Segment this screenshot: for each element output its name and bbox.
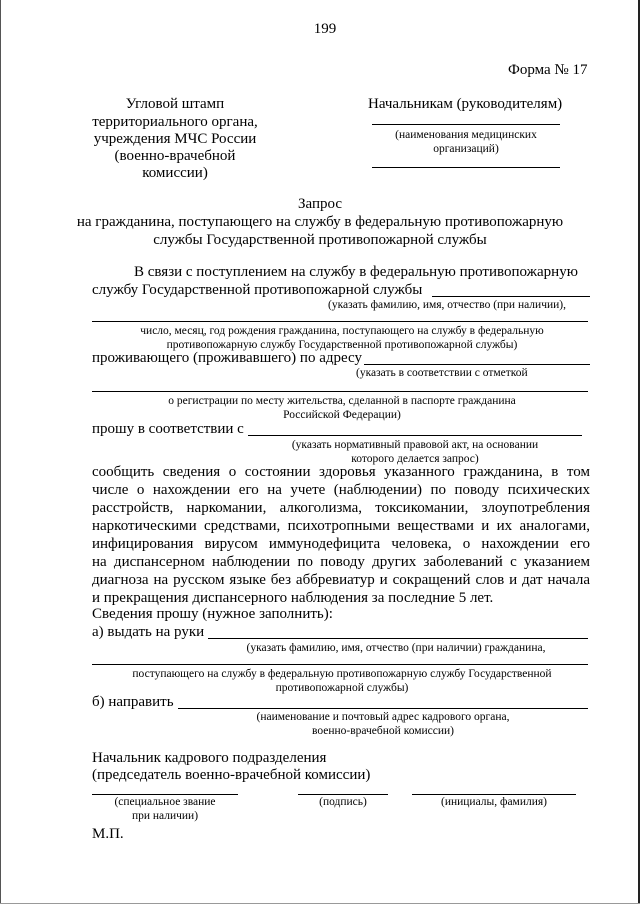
address-fill-line[interactable]	[364, 364, 590, 365]
request-subtitle-line2: службы Государственной противопожарной службы	[153, 232, 487, 248]
birth-hint-line2: противопожарную службу Государственной противопожарной службы)	[166, 339, 518, 351]
request-title: Запрос	[297, 196, 343, 212]
request-label: прошу в соответствии с	[92, 421, 244, 437]
paragraph-line: сообщить сведения о состоянии здоровья указанного гражданина, в том	[92, 464, 590, 480]
signatory-title-line2: (председатель военно-врачебной комиссии)	[92, 767, 371, 783]
legal-act-fill-line[interactable]	[248, 435, 582, 436]
scan-edge-left	[0, 0, 1, 904]
option-a-fill-line[interactable]	[208, 638, 588, 639]
fio-fill-line[interactable]	[432, 296, 590, 297]
paragraph-line: диагноза на русском языке без аббревиатур и сокращений слов и дат начала	[92, 572, 590, 588]
stamp-line: Угловой штамп	[125, 96, 225, 112]
form-label: Форма № 17	[508, 62, 588, 78]
option-b-hint-line2: военно-врачебной комиссии)	[311, 725, 455, 737]
addressee-fill-line[interactable]	[372, 167, 560, 168]
seal-place: М.П.	[92, 826, 124, 842]
stamp-line: (военно-врачебной	[114, 148, 236, 164]
stamp-line: учреждения МЧС России	[93, 131, 257, 147]
paragraph-line: числе о нахождении его на учете (наблюдении) по поводу психических	[92, 482, 590, 498]
signature-hint: (подпись)	[319, 796, 367, 808]
option-a-hint-line3: противопожарной службы)	[275, 682, 409, 694]
paragraph-intro-line2: службу Государственной противопожарной службы	[92, 282, 423, 298]
option-a-fill-line-2[interactable]	[92, 664, 588, 665]
paragraph-intro-line1: В связи с поступлением на службу в федеральную противопожарную	[134, 264, 578, 280]
options-intro: Сведения прошу (нужное заполнить):	[92, 606, 333, 622]
stamp-line: территориального органа,	[92, 114, 258, 130]
addressee-title: Начальникам (руководителям)	[368, 96, 563, 112]
legal-act-hint-line1: (указать нормативный правовой акт, на основании	[291, 439, 539, 451]
addressee-fill-line[interactable]	[372, 124, 560, 125]
paragraph-line: расстройств, наркомании, алкоголизма, токсикомании, злоупотребления	[92, 500, 590, 516]
address-hint-line1: (указать в соответствии с отметкой	[356, 367, 528, 379]
paragraph-line: инфицирования вирусом иммунодефицита человека, о нахождении его	[92, 536, 590, 552]
addressee-hint: организаций)	[433, 143, 499, 155]
address-hint-line2: о регистрации по месту жительства, сделанной в паспорте гражданина	[168, 395, 516, 407]
stamp-line: комиссии)	[142, 165, 208, 181]
option-b-label: б) направить	[92, 694, 174, 710]
paragraph-line: и прекращения диспансерного наблюдения за последние 5 лет.	[92, 590, 494, 606]
rank-hint-line1: (специальное звание	[114, 796, 216, 808]
legal-act-hint-line2: которого делается запрос)	[351, 453, 479, 465]
birth-fill-line[interactable]	[92, 321, 588, 322]
rank-hint-line2: при наличии)	[131, 810, 199, 822]
residence-label: проживающего (проживавшего) по адресу	[92, 350, 362, 366]
signatory-title-line1: Начальник кадрового подразделения	[92, 750, 327, 766]
fio-hint: (указать фамилию, имя, отчество (при наличии),	[328, 299, 567, 311]
option-b-hint-line1: (наименование и почтовый адрес кадрового органа,	[256, 711, 510, 723]
address-fill-line-2[interactable]	[92, 391, 588, 392]
option-a-hint-line1: (указать фамилию, имя, отчество (при наличии) гражданина,	[246, 642, 546, 654]
birth-hint-line1: число, месяц, год рождения гражданина, поступающего на службу в федеральную	[140, 325, 544, 337]
address-hint-line3: Российской Федерации)	[283, 409, 401, 421]
addressee-hint: (наименования медицинских	[395, 129, 537, 141]
page-number: 199	[313, 21, 337, 37]
name-hint: (инициалы, фамилия)	[440, 796, 548, 808]
request-subtitle-line1: на гражданина, поступающего на службу в федеральную противопожарную	[76, 214, 564, 230]
paragraph-line: наркотическими средствами, психотропными веществами и их аналогами,	[92, 518, 590, 534]
paragraph-line: на диспансерном наблюдении по поводу других заболеваний с указанием	[92, 554, 590, 570]
option-b-fill-line[interactable]	[178, 708, 588, 709]
option-a-hint-line2: поступающего на службу в федеральную противопожарную службу Государственной	[132, 668, 552, 680]
option-a-label: а) выдать на руки	[92, 624, 205, 640]
